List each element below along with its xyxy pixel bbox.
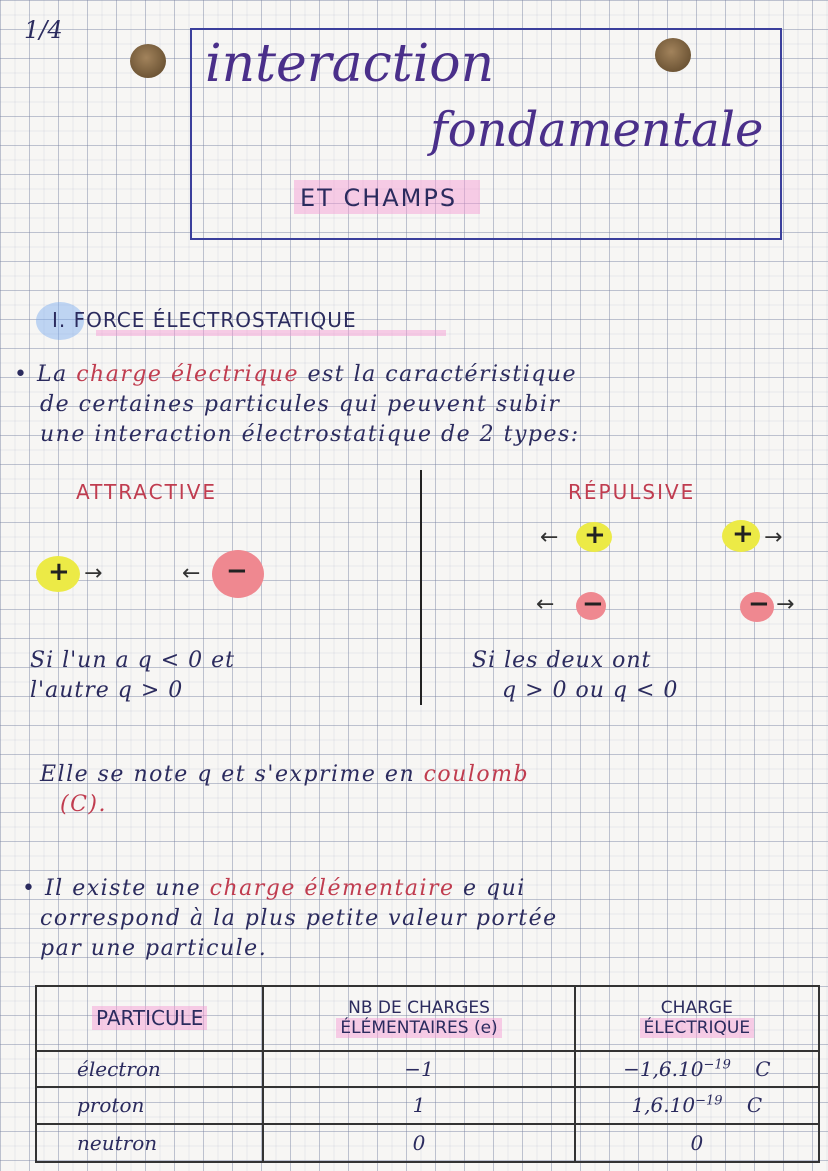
arrow-right-icon: → <box>776 592 795 617</box>
minus-sign: − <box>226 556 248 586</box>
table-header-row <box>36 986 819 1051</box>
title-line1: interaction <box>205 34 495 94</box>
header-nb-line1: NB DE CHARGES <box>348 998 490 1019</box>
paragraph2-line3: par une particule. <box>40 936 268 961</box>
minus-sign: − <box>748 589 770 619</box>
header-particule-text: PARTICULE <box>92 1006 207 1030</box>
title-subtitle: ET CHAMPS <box>300 184 458 212</box>
unit-note-text: Elle se note q et s'exprime en <box>40 762 416 787</box>
cell-charge <box>575 1051 819 1087</box>
bullet: • <box>22 876 37 901</box>
p2-rest: e qui <box>463 876 526 901</box>
repulsive-label: RÉPULSIVE <box>568 480 696 504</box>
cell-charge <box>575 1087 819 1123</box>
table-row <box>36 1087 819 1123</box>
cell-particle: neutron <box>36 1124 263 1162</box>
plus-sign: + <box>584 520 606 550</box>
paragraph2-line1 <box>22 876 526 901</box>
p2-text: Il existe une <box>44 876 202 901</box>
charge-value: 1,6.10 <box>631 1093 696 1118</box>
repulsive-condition-line1: Si les deux ont <box>472 648 652 673</box>
repulsive-condition-line2: q > 0 ou q < 0 <box>502 678 679 703</box>
p2-term-elementary-charge: charge élémentaire <box>209 876 455 901</box>
plus-sign: + <box>48 557 70 587</box>
cell-nb: 1 <box>263 1087 574 1123</box>
arrow-left-icon: ← <box>536 592 555 617</box>
paragraph2-line2: correspond à la plus petite valeur portée <box>40 906 558 931</box>
header-charge-line2: ÉLECTRIQUE <box>640 1018 755 1038</box>
attractive-condition-line1: Si l'un a q < 0 et <box>30 648 235 673</box>
vertical-divider <box>420 470 422 705</box>
arrow-right-icon: → <box>84 561 103 586</box>
particle-table <box>35 985 820 1163</box>
header-charge-line1: CHARGE <box>660 998 733 1019</box>
arrow-left-icon: ← <box>540 525 559 550</box>
page-number: 1/4 <box>24 16 63 44</box>
p1-word-la: La <box>36 362 68 387</box>
header-particule <box>36 986 263 1051</box>
charge-unit: C <box>746 1093 763 1118</box>
unit-symbol: (C). <box>60 792 107 817</box>
p1-rest: est la caractéristique <box>307 362 578 387</box>
cell-particle: électron <box>36 1051 263 1087</box>
unit-note-line2 <box>60 792 107 817</box>
header-nb-charges <box>263 986 574 1051</box>
table-row <box>36 1124 819 1162</box>
charge-value: 0 <box>690 1130 704 1155</box>
bullet: • <box>14 362 29 387</box>
unit-term-coulomb: coulomb <box>423 762 530 787</box>
paragraph1-line2: de certaines particules qui peuvent subir <box>40 392 561 417</box>
paragraph1-line1 <box>14 362 577 387</box>
title-line2: fondamentale <box>430 102 764 158</box>
cell-particle: proton <box>36 1087 263 1123</box>
attractive-condition-line2: l'autre q > 0 <box>30 678 184 703</box>
p1-term-charge: charge électrique <box>76 362 299 387</box>
punch-hole-left <box>130 44 166 78</box>
charge-value: −1,6.10 <box>623 1056 704 1081</box>
cell-charge <box>575 1124 819 1162</box>
header-nb-line2: ÉLÉMENTAIRES (e) <box>336 1018 501 1038</box>
minus-sign: − <box>582 589 604 619</box>
cell-nb: 0 <box>263 1124 574 1162</box>
section-heading: I. FORCE ÉLECTROSTATIQUE <box>52 308 357 332</box>
unit-note-line1 <box>40 762 529 787</box>
charge-exponent: −19 <box>695 1093 723 1109</box>
paragraph1-line3: une interaction électrostatique de 2 types: <box>40 422 580 447</box>
charge-exponent: −19 <box>703 1057 731 1073</box>
attractive-label: ATTRACTIVE <box>76 480 218 504</box>
charge-unit: C <box>755 1056 771 1081</box>
table-row <box>36 1051 819 1087</box>
cell-nb: −1 <box>263 1051 574 1087</box>
plus-sign: + <box>732 519 754 549</box>
arrow-left-icon: ← <box>182 561 201 586</box>
arrow-right-icon: → <box>764 525 783 550</box>
header-charge <box>575 986 819 1051</box>
